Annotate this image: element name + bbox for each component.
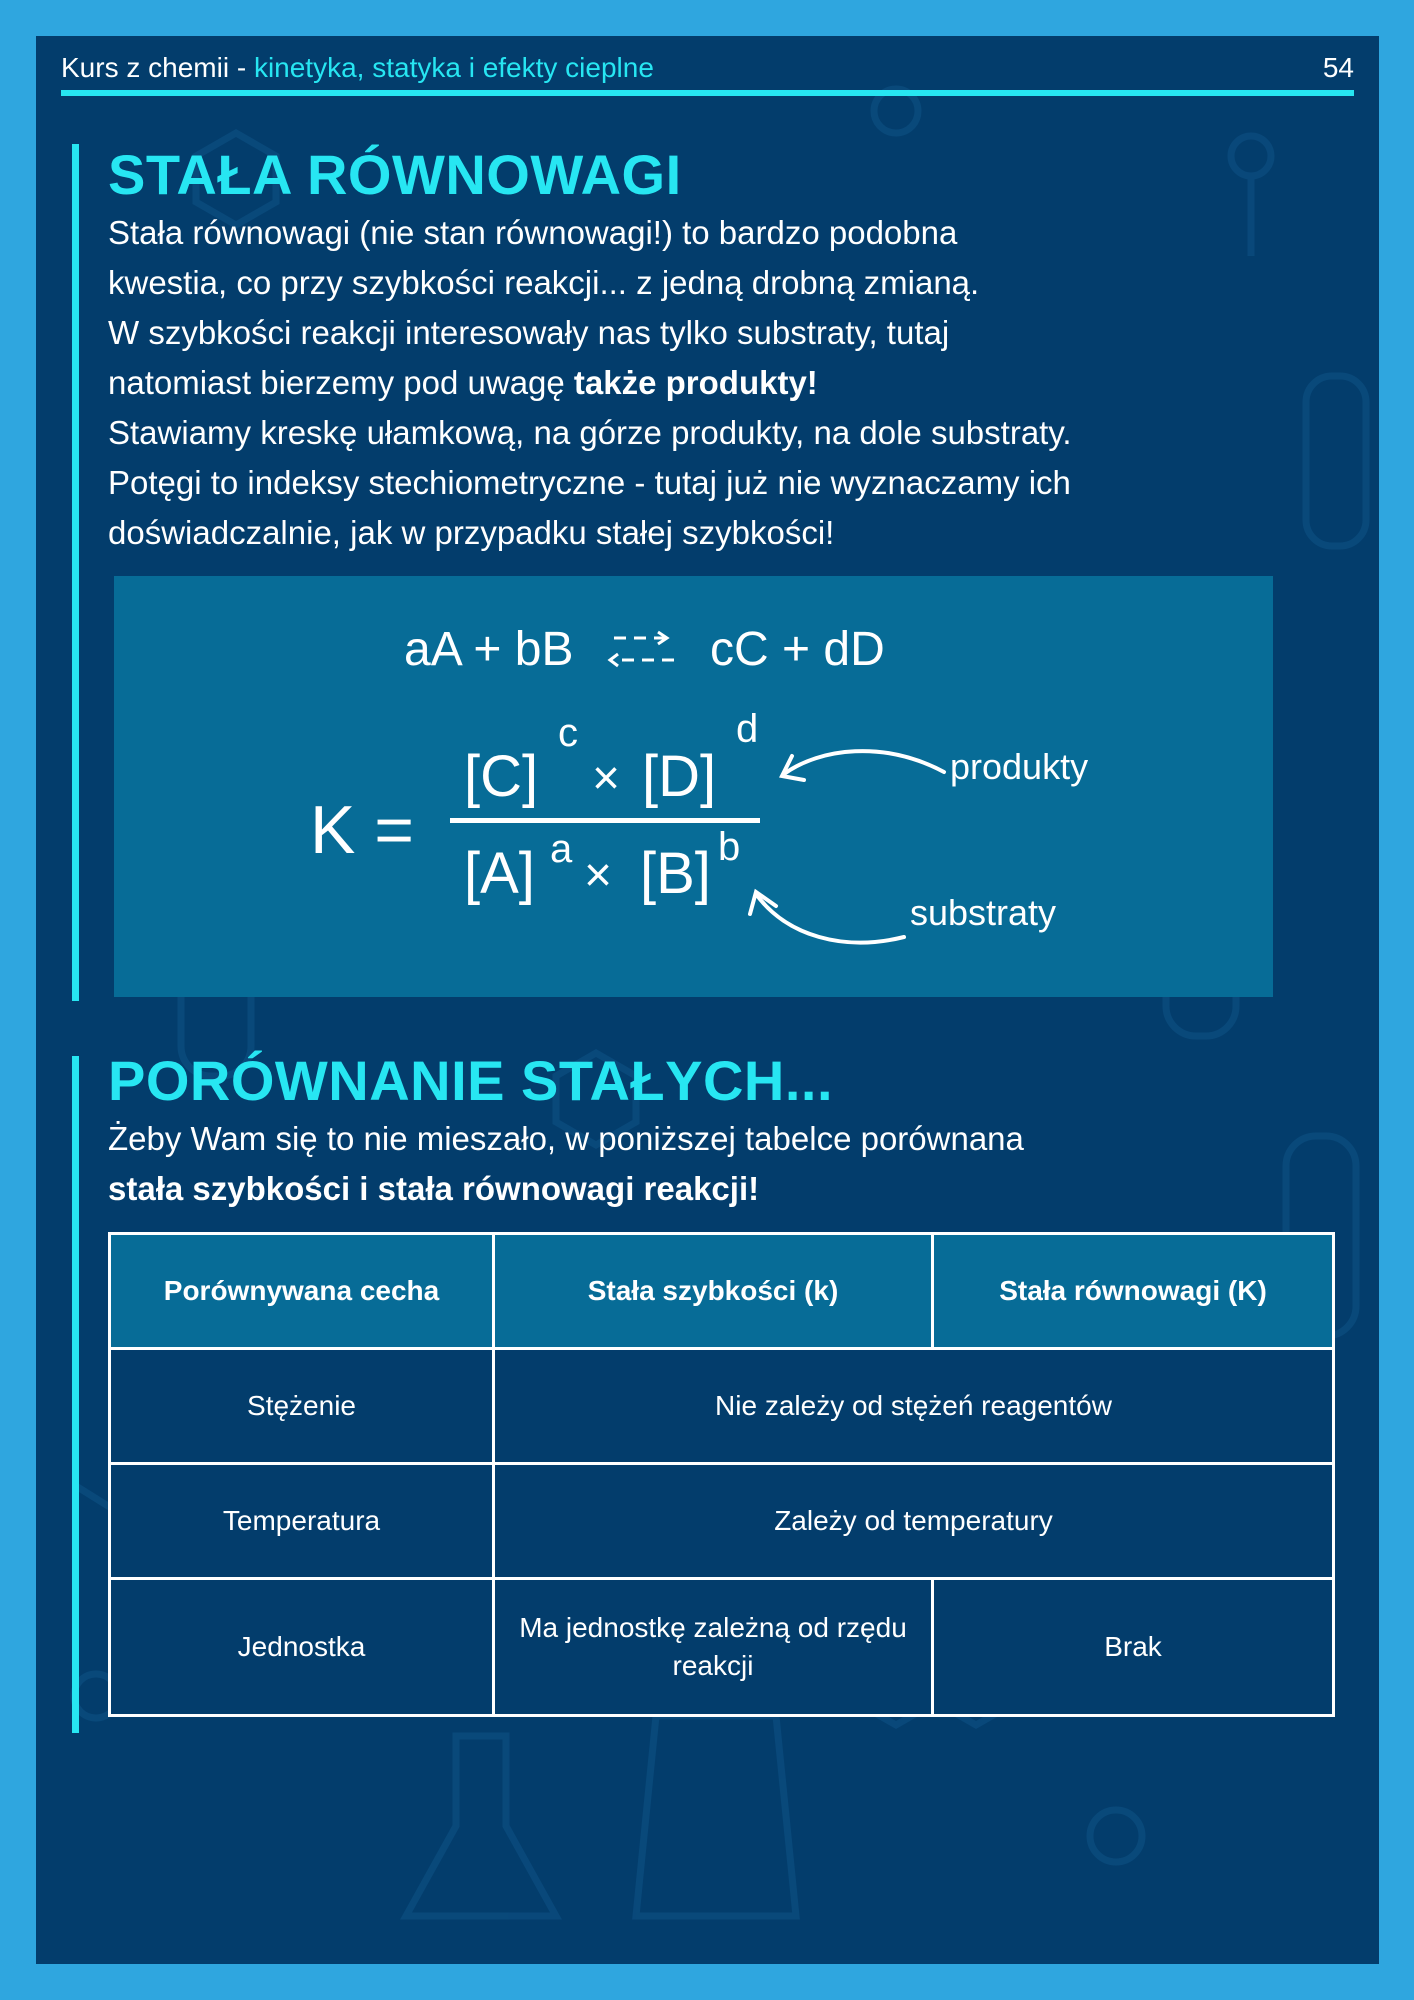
body-line: Stała równowagi (nie stan równowagi!) to bardzo podobna <box>108 214 958 251</box>
body-line: Potęgi to indeksy stechiometryczne - tutaj już nie wyznaczamy ich <box>108 464 1071 501</box>
column-header-feature: Porównywana cecha <box>110 1234 494 1349</box>
exponent-b: b <box>718 825 741 869</box>
table-row <box>110 1579 1334 1716</box>
body-line: doświadczalnie, jak w przypadku stałej szybkości! <box>108 514 835 551</box>
intro-line-bold: stała szybkości i stała równowagi reakcji! <box>108 1170 760 1207</box>
exponent-d: d <box>736 707 759 751</box>
equilibrium-formula <box>114 576 1273 997</box>
concentration-c: [C] <box>464 744 539 809</box>
page-header <box>61 46 1354 86</box>
concentration-d: [D] <box>642 744 717 809</box>
emphasis-products: także produkty! <box>573 364 818 401</box>
constant-symbol: K = <box>310 792 414 868</box>
header-divider <box>61 90 1354 96</box>
table-row <box>110 1349 1334 1464</box>
table-cell-rate-constant: Ma jednostkę zależną od rzędu reakcji <box>494 1579 933 1716</box>
body-line: W szybkości reakcji interesowały nas tylko substraty, tutaj <box>108 314 950 351</box>
comparison-table <box>108 1232 1335 1717</box>
table-header-row <box>110 1234 1334 1349</box>
flask-decoration <box>406 1736 556 1916</box>
concentration-b: [B] <box>640 841 711 906</box>
table-cell-equilibrium-constant: Brak <box>933 1579 1334 1716</box>
course-title <box>61 52 654 84</box>
section-title-equilibrium-constant: STAŁA RÓWNOWAGI <box>108 143 682 206</box>
reaction-products: cC + dD <box>710 623 885 676</box>
course-name: Kurs z chemii - <box>61 52 254 83</box>
column-header-equilibrium-constant: Stała równowagi (K) <box>933 1234 1334 1349</box>
equilibrium-arrows-icon <box>610 632 674 666</box>
arrow-to-products-icon <box>784 751 944 774</box>
table-cell-feature: Stężenie <box>110 1349 494 1464</box>
page <box>36 36 1379 1964</box>
multiply-sign-top: × <box>592 752 621 805</box>
section-body-text <box>108 208 1338 558</box>
formula-panel <box>114 576 1273 997</box>
reaction-reactants: aA + bB <box>404 623 574 676</box>
table-cell-feature: Temperatura <box>110 1464 494 1579</box>
label-products: produkty <box>950 746 1089 787</box>
multiply-sign-bottom: × <box>584 849 613 902</box>
course-topic: kinetyka, statyka i efekty cieplne <box>253 52 654 83</box>
exponent-a: a <box>550 827 573 871</box>
section-intro-text <box>108 1114 1338 1214</box>
section-title-comparison: PORÓWNANIE STAŁYCH... <box>108 1049 834 1112</box>
section-accent-bar <box>72 1056 79 1733</box>
body-line: Stawiamy kreskę ułamkową, na górze produkty, na dole substraty. <box>108 414 1072 451</box>
fraction-bar <box>450 818 760 823</box>
table-cell-feature: Jednostka <box>110 1579 494 1716</box>
body-line <box>108 358 1338 408</box>
intro-line: Żeby Wam się to nie mieszało, w poniższej tabelce porównana <box>108 1120 1024 1157</box>
column-header-rate-constant: Stała szybkości (k) <box>494 1234 933 1349</box>
section-accent-bar <box>72 144 79 1001</box>
table-row <box>110 1464 1334 1579</box>
arrow-to-substrates-icon <box>756 894 904 943</box>
label-substrates: substraty <box>910 892 1057 933</box>
body-line-text: natomiast bierzemy pod uwagę <box>108 364 574 401</box>
concentration-a: [A] <box>464 841 535 906</box>
body-line: kwestia, co przy szybkości reakcji... z jedną drobną zmianą. <box>108 264 980 301</box>
table-cell-merged: Nie zależy od stężeń reagentów <box>494 1349 1334 1464</box>
exponent-c: c <box>558 711 578 755</box>
page-number: 54 <box>1322 52 1354 83</box>
table-cell-merged: Zależy od temperatury <box>494 1464 1334 1579</box>
